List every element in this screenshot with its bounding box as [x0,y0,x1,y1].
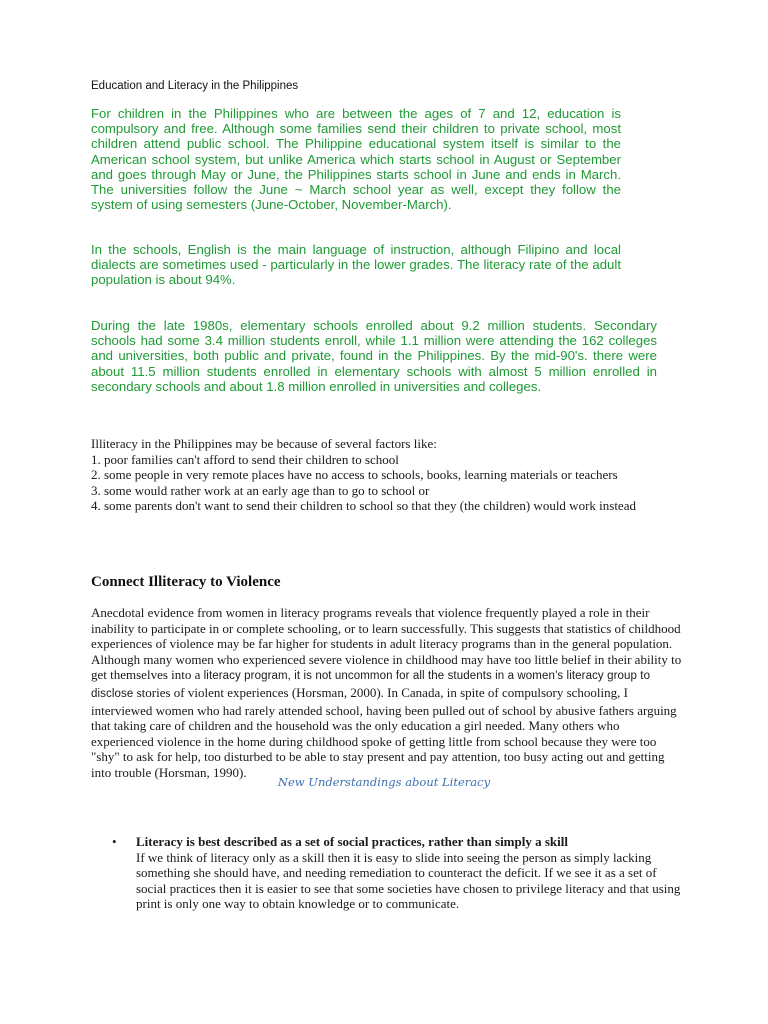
illiteracy-factors [91,436,681,514]
bullet-text: If we think of literacy only as a skill then it is easy to slide into seeing the person as simply lacking something she should have, and needing remediation to counteract the deficit. If we see it as a set of social practices then it is easier to see that some societies have chosen to privilege literacy and that using print is only one way to obtain knowledge or to communicate. [136,849,681,912]
illiteracy-factor-4: 4. some parents don't want to send their children to school so that they (the children) would work instead [91,498,636,514]
paragraph-language-of-instruction: In the schools, English is the main language of instruction, although Filipino and local dialects are sometimes used - particularly in the lower grades. The literacy rate of the adult population is about 94%. [91,242,621,288]
section-heading-violence: Connect Illiteracy to Violence [91,574,281,590]
paragraph-compulsory-education: For children in the Philippines who are between the ages of 7 and 12, education is compulsory and free. Although some families send their children to private school, most children attend public school. The Philippine educational system itself is similar to the American school system, but unlike America which starts school in August or September and goes through May or June, the Philippines starts school in June and ends in March. The universities follow the June ~ March school year as well, except they follow the system of using semesters (June-October, November-March). [91,106,621,213]
bullet-title: Literacy is best described as a set of social practices, rather than simply a skill [136,834,568,849]
bullet-content [136,834,684,912]
paragraph-anecdotal-evidence [91,605,683,781]
illiteracy-intro: Illiteracy in the Philippines may be because of several factors like: [91,436,437,451]
illiteracy-factor-3: 3. some would rather work at an early age than to go to school or [91,482,430,498]
illiteracy-factor-2: 2. some people in very remote places have no access to schools, books, learning materials or teachers [91,467,618,483]
anecdotal-text-part-1: Anecdotal evidence from women in literacy programs reveals that violence frequently played a role in their inability to participate in or complete schooling, or to learn successfully. This suggests that statistics of childhood experiences of violence may be far higher for students in adult literacy programs than in the general population. Although many women who experienced severe violence in childhood may have too little belief in their ability to get themselves into a [91,605,682,683]
subheading-new-understandings: New Understandings about Literacy [277,775,491,789]
anecdotal-text-part-2: literacy program, it is not uncommon for all the students in a women’s literacy group to disclose [91,670,651,700]
document-title: Education and Literacy in the Philippines [91,80,299,92]
illiteracy-factor-1: 1. poor families can't afford to send their children to school [91,451,399,467]
paragraph-enrollment-statistics: During the late 1980s, elementary schools enrolled about 9.2 million students. Secondary schools had some 3.4 million students enroll, while 1.1 million were attending the 162 colleges and universities, both public and private, found in the Philippines. By the mid-90's. there were about 11.5 million students enrolled in elementary schools with almost 5 million enrolled in secondary schools and about 1.8 million enrolled in universities and colleges. [91,318,657,394]
anecdotal-text-part-3: stories of violent experiences (Horsman, 2000). In Canada, in spite of compulsory schooling, I interviewed women who had rarely attended school, having been pulled out of school by abusive fathers arguing that taking care of children and the household was the only education a girl needed. Many others who experienced violence in the home during childhood spoke of getting little from school because they were too "shy" to ask for help, too disturbed to be able to stay present and pay attention, too busy acting out and getting into trouble (Horsman, 1990). [91,684,677,780]
bullet-icon: • [112,834,117,849]
